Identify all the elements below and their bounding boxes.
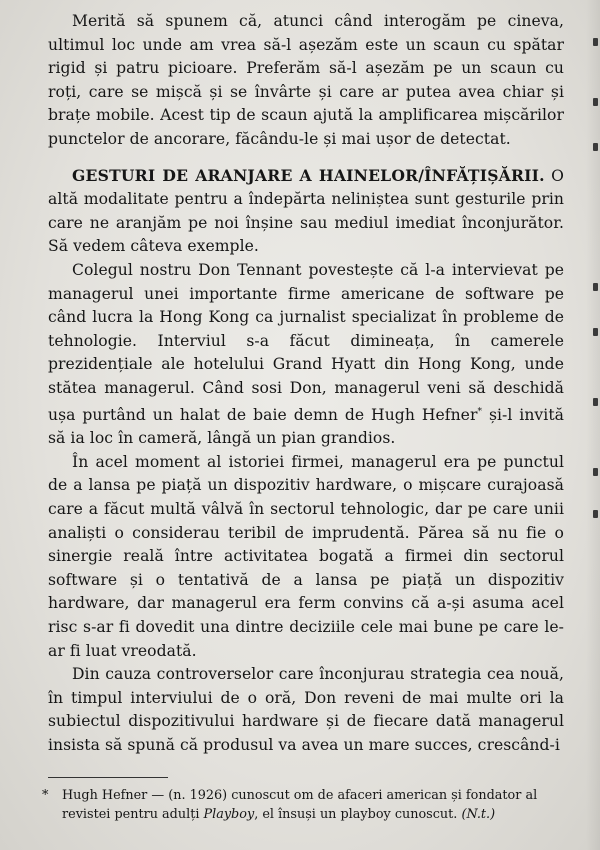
edge-fragment — [593, 398, 598, 406]
footnote-reference: * — [477, 406, 483, 417]
footnote-translator-note: (N.t.) — [461, 807, 496, 822]
paragraph-3-part-a: Colegul nostru Don Tennant povestește că l-a intervievat pe managerul unei importante firme americane de software pe când lucra la Hong Kong ca jurnalist specializat în probleme de tehnologie. Interviul s-a făcut dimineața, în camerele prezidențiale ale hotelului Grand Hyatt din Hong Kong, unde stătea managerul. Când sosi Don, managerul veni să deschidă ușa purtând un halat de baie demn de Hugh Hefner — [48, 260, 564, 424]
footnote-text-b: , el însuși un playboy cunoscut. — [254, 807, 462, 822]
paragraph-2-body: O altă modalitate pentru a îndepărta neliniștea sunt gesturile prin care ne aranjăm pe noi înșine sau mediul imediat înconjurător. Să vedem câteva exemple. — [48, 166, 564, 256]
paragraph-5: Din cauza controverselor care înconjurau strategia cea nouă, în timpul interviului de o oră, Don reveni de mai multe ori la subiectul dispozitivului hardware și de fiecare dată managerul insista să spună că produsul va avea un mare succes, crescând-i — [48, 665, 564, 754]
paragraph-2 — [48, 164, 564, 259]
edge-fragment — [593, 328, 598, 336]
edge-fragment — [593, 468, 598, 476]
footnote-mark: * — [42, 788, 49, 803]
edge-fragment — [593, 98, 598, 106]
edge-fragment — [593, 38, 598, 46]
paragraph-3-part-b: și-l invită să ia loc în cameră, lângă un pian grandios. — [48, 405, 564, 448]
edge-fragment — [593, 143, 598, 151]
footnote — [42, 786, 564, 824]
paragraph-3 — [48, 259, 564, 451]
paragraph-4: În acel moment al istoriei firmei, managerul era pe punctul de a lansa pe piață un dispozitiv hardware, o mișcare curajoasă care a făcut multă vâlvă în sectorul tehnologic, dar pe care unii analiști o considerau teribil de imprudentă. Părea să nu fie o sinergie reală între activitatea bogată a firmei din sectorul software și o tentativă de a lansa pe piață un dispozitiv hardware, dar managerul era ferm convins că a-și asuma acel risc s-ar fi dovedit una dintre deciziile cele mai bune pe care le-ar fi luat vreodată. — [48, 452, 564, 660]
edge-fragment — [593, 283, 598, 291]
edge-fragment — [593, 510, 598, 518]
footnote-text-a: Hugh Hefner — (n. 1926) cunoscut om de afaceri american și fondator al revistei pentru adulți — [62, 788, 538, 822]
paragraph-1: Merită să spunem că, atunci când interogăm pe cineva, ultimul loc unde am vrea să-l așezăm este un scaun cu spătar rigid și patru picioare. Preferăm să-l așezăm pe un scaun cu roți, care se mișcă și se învârte și care ar putea avea chiar și brațe mobile. Acest tip de scaun ajută la amplificarea mișcărilor punctelor de ancorare, făcându-le și mai ușor de detectat. — [48, 12, 564, 148]
footnote-divider — [48, 777, 168, 778]
footnote-italic: Playboy — [203, 807, 255, 822]
section-heading: GESTURI DE ARANJARE A HAINELOR/ÎNFĂȚIȘĂRII. — [72, 165, 545, 185]
footnote-text — [48, 786, 564, 824]
page-edge-shadow — [586, 0, 600, 850]
body-text — [48, 10, 564, 758]
